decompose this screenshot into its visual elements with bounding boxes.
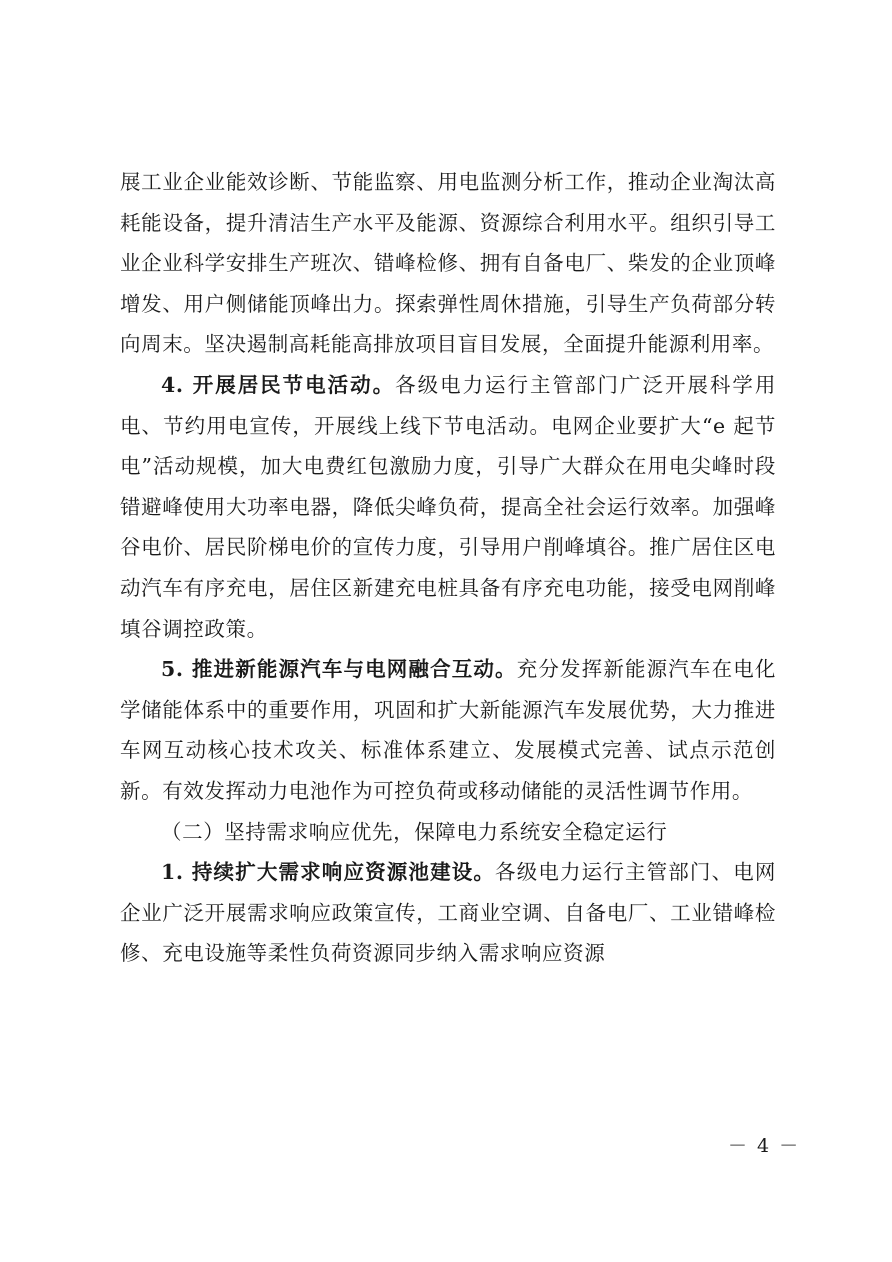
paragraph-text: 充分发挥新能源汽车在电化学储能体系中的重要作用，巩固和扩大新能源汽车发展优势，大力推进车网互动核心技术攻关、标准体系建立、发展模式完善、试点示范创新。有效发挥动力电池作为可控负荷或移动储能的灵活性调节作用。 bbox=[120, 657, 776, 803]
paragraph-text: 各级电力运行主管部门、电网企业广泛开展需求响应政策宣传，工商业空调、自备电厂、工业错峰检修、充电设施等柔性负荷资源同步纳入需求响应资源 bbox=[120, 860, 776, 966]
paragraph-text: 展工业企业能效诊断、节能监察、用电监测分析工作，推动企业淘汰高耗能设备，提升清洁生产水平及能源、资源综合利用水平。组织引导工业企业科学安排生产班次、错峰检修、拥有自备电厂、柴发的企业顶峰增发、用户侧储能顶峰出力。探索弹性周休措施，引导生产负荷部分转向周末。坚决遏制高耗能高排放项目盲目发展，全面提升能源利用率。 bbox=[120, 170, 776, 357]
paragraph-lead: 4. 开展居民节电活动。 bbox=[161, 372, 396, 397]
paragraph-lead: 5. 推进新能源汽车与电网融合互动。 bbox=[161, 657, 517, 682]
paragraph-item-1 bbox=[120, 852, 776, 974]
paragraph-continuation bbox=[120, 162, 776, 365]
page-number: － 4 － bbox=[728, 1135, 801, 1157]
paragraph-text: 各级电力运行主管部门广泛开展科学用电、节约用电宣传，开展线上线下节电活动。电网企业要扩大“e 起节电”活动规模，加大电费红包激励力度，引导广大群众在用电尖峰时段错避峰使用大功率电器，降低尖峰负荷，提高全社会运行效率。加强峰谷电价、居民阶梯电价的宣传力度，引导用户削峰填谷。推广居住区电动汽车有序充电，居住区新建充电桩具备有序充电功能，接受电网削峰填谷调控政策。 bbox=[120, 372, 776, 641]
paragraph-lead: 1. 持续扩大需求响应资源池建设。 bbox=[161, 860, 496, 885]
section-heading: （二）坚持需求响应优先，保障电力系统安全稳定运行 bbox=[161, 819, 668, 844]
paragraph-item-5 bbox=[120, 649, 776, 811]
paragraph-item-4 bbox=[120, 365, 776, 649]
document-body bbox=[120, 162, 776, 974]
